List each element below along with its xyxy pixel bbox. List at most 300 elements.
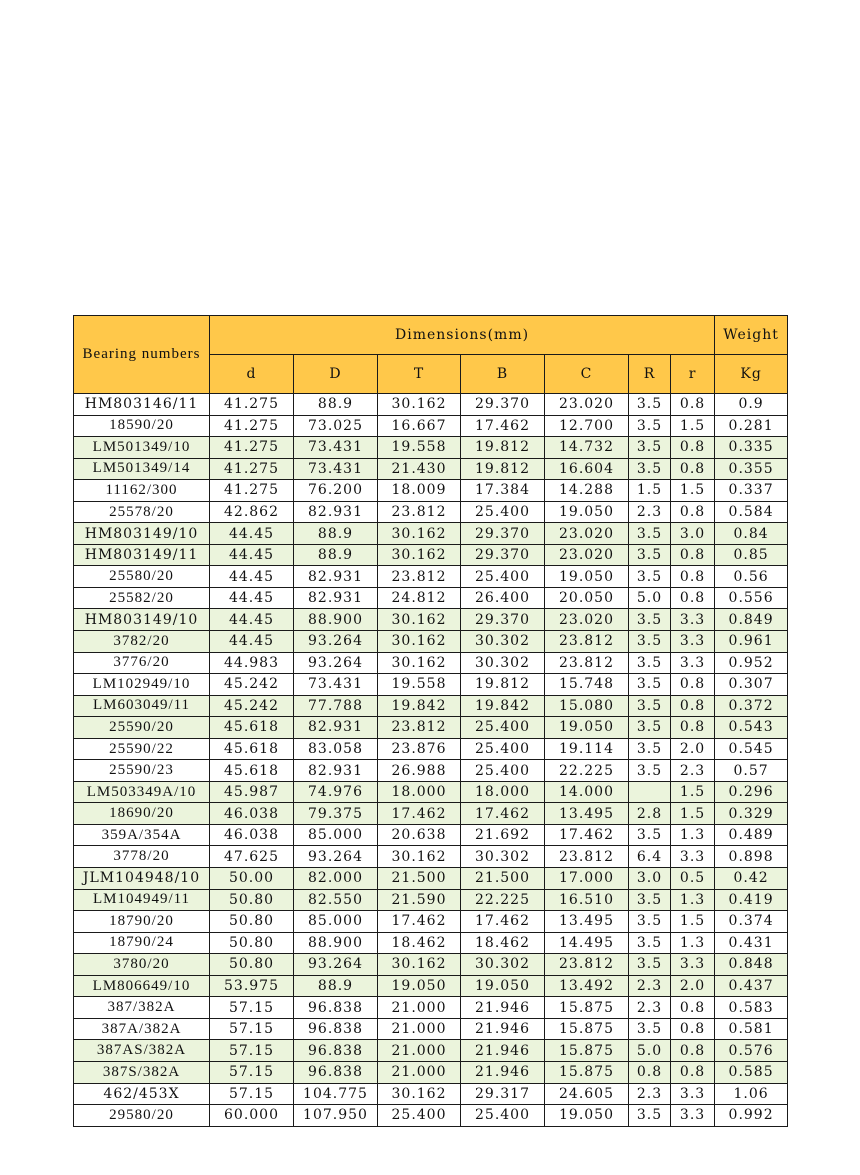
cell-B-width: 19.812 (461, 674, 545, 696)
cell-bearing-number: HM803146/11 (74, 394, 210, 416)
cell-r-radius: 2.3 (671, 760, 715, 782)
cell-r-radius: 2.0 (671, 975, 715, 997)
cell-B-width: 17.384 (461, 480, 545, 502)
cell-C-width: 23.020 (545, 523, 629, 545)
cell-r-radius: 0.8 (671, 1018, 715, 1040)
cell-B-width: 17.462 (461, 803, 545, 825)
cell-bearing-number: LM102949/10 (74, 674, 210, 696)
cell-C-width: 23.020 (545, 544, 629, 566)
cell-d-inner-diameter: 50.80 (210, 889, 294, 911)
cell-weight-kg: 0.57 (715, 760, 788, 782)
cell-bearing-number: 387A/382A (74, 1018, 210, 1040)
table-row (74, 824, 788, 846)
cell-weight-kg: 1.06 (715, 1083, 788, 1105)
cell-d-inner-diameter: 41.275 (210, 437, 294, 459)
cell-C-width: 14.732 (545, 437, 629, 459)
cell-R-radius: 3.5 (629, 415, 671, 437)
cell-B-width: 30.302 (461, 954, 545, 976)
cell-B-width: 21.946 (461, 1040, 545, 1062)
cell-T-width: 21.000 (378, 1040, 461, 1062)
cell-D-outer-diameter: 85.000 (294, 824, 378, 846)
cell-weight-kg: 0.84 (715, 523, 788, 545)
cell-R-radius: 2.3 (629, 997, 671, 1019)
cell-D-outer-diameter: 82.550 (294, 889, 378, 911)
cell-T-width: 19.050 (378, 975, 461, 997)
cell-R-radius (629, 781, 671, 803)
cell-C-width: 15.080 (545, 695, 629, 717)
cell-D-outer-diameter: 96.838 (294, 1061, 378, 1083)
table-row (74, 523, 788, 545)
header-weight-unit: Kg (715, 355, 788, 394)
cell-B-width: 29.317 (461, 1083, 545, 1105)
cell-bearing-number: 359A/354A (74, 824, 210, 846)
cell-R-radius: 3.5 (629, 824, 671, 846)
cell-d-inner-diameter: 50.00 (210, 868, 294, 890)
cell-C-width: 24.605 (545, 1083, 629, 1105)
table-row (74, 394, 788, 416)
cell-R-radius: 5.0 (629, 587, 671, 609)
cell-r-radius: 0.8 (671, 458, 715, 480)
cell-D-outer-diameter: 82.931 (294, 587, 378, 609)
cell-weight-kg: 0.489 (715, 824, 788, 846)
table-row (74, 975, 788, 997)
cell-weight-kg: 0.431 (715, 932, 788, 954)
cell-C-width: 22.225 (545, 760, 629, 782)
table-row (74, 1083, 788, 1105)
cell-r-radius: 3.3 (671, 846, 715, 868)
cell-bearing-number: 25582/20 (74, 587, 210, 609)
cell-r-radius: 3.3 (671, 1105, 715, 1127)
cell-B-width: 18.462 (461, 932, 545, 954)
bearing-spec-table (73, 315, 788, 1127)
cell-r-radius: 0.8 (671, 544, 715, 566)
cell-T-width: 19.558 (378, 674, 461, 696)
cell-r-radius: 1.5 (671, 803, 715, 825)
cell-d-inner-diameter: 46.038 (210, 803, 294, 825)
cell-weight-kg: 0.85 (715, 544, 788, 566)
header-col-d-inner: d (210, 355, 294, 394)
cell-R-radius: 3.5 (629, 1105, 671, 1127)
cell-r-radius: 2.0 (671, 738, 715, 760)
cell-T-width: 16.667 (378, 415, 461, 437)
cell-B-width: 22.225 (461, 889, 545, 911)
cell-d-inner-diameter: 57.15 (210, 1040, 294, 1062)
cell-C-width: 19.050 (545, 501, 629, 523)
cell-d-inner-diameter: 45.242 (210, 674, 294, 696)
cell-C-width: 20.050 (545, 587, 629, 609)
cell-C-width: 15.875 (545, 1061, 629, 1083)
table-row (74, 631, 788, 653)
cell-r-radius: 3.3 (671, 652, 715, 674)
cell-B-width: 21.946 (461, 1018, 545, 1040)
cell-weight-kg: 0.583 (715, 997, 788, 1019)
table-row (74, 932, 788, 954)
table-row (74, 1105, 788, 1127)
cell-D-outer-diameter: 88.9 (294, 975, 378, 997)
cell-T-width: 23.812 (378, 566, 461, 588)
table-header (74, 316, 788, 394)
cell-R-radius: 2.3 (629, 1083, 671, 1105)
cell-weight-kg: 0.374 (715, 911, 788, 933)
cell-D-outer-diameter: 107.950 (294, 1105, 378, 1127)
cell-D-outer-diameter: 88.900 (294, 932, 378, 954)
cell-T-width: 30.162 (378, 631, 461, 653)
cell-B-width: 19.842 (461, 695, 545, 717)
cell-d-inner-diameter: 57.15 (210, 997, 294, 1019)
cell-B-width: 18.000 (461, 781, 545, 803)
cell-R-radius: 3.5 (629, 523, 671, 545)
cell-T-width: 25.400 (378, 1105, 461, 1127)
cell-d-inner-diameter: 50.80 (210, 932, 294, 954)
cell-d-inner-diameter: 45.618 (210, 760, 294, 782)
cell-D-outer-diameter: 93.264 (294, 954, 378, 976)
cell-d-inner-diameter: 42.862 (210, 501, 294, 523)
cell-R-radius: 2.8 (629, 803, 671, 825)
cell-weight-kg: 0.355 (715, 458, 788, 480)
cell-R-radius: 3.5 (629, 437, 671, 459)
table-row (74, 609, 788, 631)
table-row (74, 415, 788, 437)
cell-C-width: 23.020 (545, 609, 629, 631)
cell-C-width: 13.495 (545, 803, 629, 825)
cell-B-width: 26.400 (461, 587, 545, 609)
cell-R-radius: 1.5 (629, 480, 671, 502)
cell-bearing-number: JLM104948/10 (74, 868, 210, 890)
cell-d-inner-diameter: 44.45 (210, 609, 294, 631)
cell-weight-kg: 0.581 (715, 1018, 788, 1040)
cell-d-inner-diameter: 41.275 (210, 480, 294, 502)
cell-R-radius: 3.5 (629, 954, 671, 976)
cell-bearing-number: 387/382A (74, 997, 210, 1019)
cell-D-outer-diameter: 88.900 (294, 609, 378, 631)
table-row (74, 1018, 788, 1040)
cell-D-outer-diameter: 76.200 (294, 480, 378, 502)
cell-C-width: 23.812 (545, 954, 629, 976)
cell-weight-kg: 0.961 (715, 631, 788, 653)
table-row (74, 1040, 788, 1062)
cell-weight-kg: 0.56 (715, 566, 788, 588)
cell-C-width: 23.812 (545, 652, 629, 674)
cell-R-radius: 3.5 (629, 889, 671, 911)
cell-R-radius: 3.5 (629, 911, 671, 933)
cell-r-radius: 1.5 (671, 781, 715, 803)
cell-T-width: 23.812 (378, 717, 461, 739)
cell-T-width: 23.876 (378, 738, 461, 760)
cell-r-radius: 0.8 (671, 394, 715, 416)
cell-B-width: 17.462 (461, 911, 545, 933)
cell-r-radius: 3.3 (671, 631, 715, 653)
cell-bearing-number: 25590/20 (74, 717, 210, 739)
cell-T-width: 30.162 (378, 954, 461, 976)
cell-d-inner-diameter: 50.80 (210, 954, 294, 976)
cell-T-width: 23.812 (378, 501, 461, 523)
cell-bearing-number: 25578/20 (74, 501, 210, 523)
cell-T-width: 30.162 (378, 1083, 461, 1105)
cell-B-width: 29.370 (461, 609, 545, 631)
cell-B-width: 21.692 (461, 824, 545, 846)
cell-d-inner-diameter: 41.275 (210, 394, 294, 416)
cell-bearing-number: 3782/20 (74, 631, 210, 653)
cell-R-radius: 3.5 (629, 394, 671, 416)
cell-B-width: 25.400 (461, 501, 545, 523)
cell-r-radius: 3.3 (671, 1083, 715, 1105)
cell-d-inner-diameter: 45.987 (210, 781, 294, 803)
cell-D-outer-diameter: 93.264 (294, 846, 378, 868)
cell-d-inner-diameter: 57.15 (210, 1018, 294, 1040)
cell-d-inner-diameter: 44.45 (210, 631, 294, 653)
cell-bearing-number: 18690/20 (74, 803, 210, 825)
cell-bearing-number: 29580/20 (74, 1105, 210, 1127)
cell-R-radius: 3.5 (629, 717, 671, 739)
cell-B-width: 17.462 (461, 415, 545, 437)
table-row (74, 544, 788, 566)
cell-d-inner-diameter: 45.618 (210, 717, 294, 739)
cell-B-width: 25.400 (461, 566, 545, 588)
cell-R-radius: 5.0 (629, 1040, 671, 1062)
cell-r-radius: 0.8 (671, 437, 715, 459)
cell-D-outer-diameter: 96.838 (294, 1040, 378, 1062)
cell-B-width: 25.400 (461, 717, 545, 739)
cell-D-outer-diameter: 83.058 (294, 738, 378, 760)
cell-T-width: 17.462 (378, 803, 461, 825)
cell-T-width: 26.988 (378, 760, 461, 782)
cell-r-radius: 0.8 (671, 717, 715, 739)
cell-weight-kg: 0.584 (715, 501, 788, 523)
cell-D-outer-diameter: 88.9 (294, 394, 378, 416)
table-row (74, 889, 788, 911)
cell-bearing-number: HM803149/10 (74, 609, 210, 631)
cell-weight-kg: 0.42 (715, 868, 788, 890)
cell-C-width: 17.462 (545, 824, 629, 846)
cell-C-width: 15.875 (545, 1018, 629, 1040)
cell-weight-kg: 0.329 (715, 803, 788, 825)
cell-r-radius: 0.8 (671, 997, 715, 1019)
table-row (74, 674, 788, 696)
table-row (74, 652, 788, 674)
cell-R-radius: 2.3 (629, 501, 671, 523)
cell-bearing-number: 18790/24 (74, 932, 210, 954)
cell-D-outer-diameter: 96.838 (294, 997, 378, 1019)
header-weight: Weight (715, 316, 788, 355)
cell-d-inner-diameter: 44.45 (210, 587, 294, 609)
cell-T-width: 30.162 (378, 652, 461, 674)
table-row (74, 803, 788, 825)
cell-T-width: 21.500 (378, 868, 461, 890)
cell-weight-kg: 0.296 (715, 781, 788, 803)
cell-D-outer-diameter: 77.788 (294, 695, 378, 717)
cell-weight-kg: 0.437 (715, 975, 788, 997)
cell-B-width: 25.400 (461, 760, 545, 782)
header-col-D-outer: D (294, 355, 378, 394)
cell-d-inner-diameter: 53.975 (210, 975, 294, 997)
cell-C-width: 13.492 (545, 975, 629, 997)
cell-weight-kg: 0.952 (715, 652, 788, 674)
cell-C-width: 14.495 (545, 932, 629, 954)
table-row (74, 846, 788, 868)
cell-D-outer-diameter: 85.000 (294, 911, 378, 933)
table-row (74, 717, 788, 739)
cell-weight-kg: 0.543 (715, 717, 788, 739)
cell-R-radius: 3.5 (629, 609, 671, 631)
cell-bearing-number: HM803149/11 (74, 544, 210, 566)
cell-weight-kg: 0.335 (715, 437, 788, 459)
cell-bearing-number: LM104949/11 (74, 889, 210, 911)
cell-r-radius: 3.0 (671, 523, 715, 545)
table-row (74, 1061, 788, 1083)
cell-d-inner-diameter: 44.983 (210, 652, 294, 674)
cell-bearing-number: 18790/20 (74, 911, 210, 933)
cell-d-inner-diameter: 60.000 (210, 1105, 294, 1127)
cell-R-radius: 3.5 (629, 458, 671, 480)
cell-R-radius: 3.5 (629, 631, 671, 653)
table-row (74, 954, 788, 976)
cell-C-width: 19.050 (545, 717, 629, 739)
cell-T-width: 21.000 (378, 1061, 461, 1083)
cell-T-width: 30.162 (378, 394, 461, 416)
cell-r-radius: 3.3 (671, 954, 715, 976)
table-row (74, 437, 788, 459)
cell-D-outer-diameter: 73.431 (294, 458, 378, 480)
cell-d-inner-diameter: 44.45 (210, 523, 294, 545)
cell-C-width: 14.288 (545, 480, 629, 502)
cell-weight-kg: 0.848 (715, 954, 788, 976)
cell-r-radius: 0.8 (671, 566, 715, 588)
cell-C-width: 15.875 (545, 1040, 629, 1062)
cell-C-width: 13.495 (545, 911, 629, 933)
cell-C-width: 19.050 (545, 1105, 629, 1127)
cell-weight-kg: 0.545 (715, 738, 788, 760)
cell-T-width: 19.558 (378, 437, 461, 459)
cell-C-width: 15.748 (545, 674, 629, 696)
cell-T-width: 18.462 (378, 932, 461, 954)
cell-B-width: 19.050 (461, 975, 545, 997)
cell-T-width: 24.812 (378, 587, 461, 609)
header-bearing-numbers: Bearing numbers (74, 316, 210, 394)
cell-d-inner-diameter: 45.618 (210, 738, 294, 760)
cell-r-radius: 0.8 (671, 1040, 715, 1062)
cell-C-width: 19.114 (545, 738, 629, 760)
cell-r-radius: 1.3 (671, 889, 715, 911)
cell-R-radius: 3.5 (629, 932, 671, 954)
cell-D-outer-diameter: 88.9 (294, 523, 378, 545)
cell-d-inner-diameter: 46.038 (210, 824, 294, 846)
cell-R-radius: 0.8 (629, 1061, 671, 1083)
header-col-C: C (545, 355, 629, 394)
cell-D-outer-diameter: 93.264 (294, 631, 378, 653)
cell-bearing-number: HM803149/10 (74, 523, 210, 545)
cell-R-radius: 6.4 (629, 846, 671, 868)
cell-bearing-number: 25590/22 (74, 738, 210, 760)
cell-D-outer-diameter: 82.931 (294, 717, 378, 739)
cell-r-radius: 1.3 (671, 932, 715, 954)
cell-D-outer-diameter: 93.264 (294, 652, 378, 674)
cell-d-inner-diameter: 45.242 (210, 695, 294, 717)
cell-T-width: 21.000 (378, 997, 461, 1019)
cell-bearing-number: 387AS/382A (74, 1040, 210, 1062)
table-row (74, 566, 788, 588)
cell-weight-kg: 0.372 (715, 695, 788, 717)
cell-C-width: 16.604 (545, 458, 629, 480)
cell-r-radius: 1.5 (671, 480, 715, 502)
cell-bearing-number: 3776/20 (74, 652, 210, 674)
cell-weight-kg: 0.576 (715, 1040, 788, 1062)
cell-C-width: 12.700 (545, 415, 629, 437)
cell-r-radius: 0.8 (671, 501, 715, 523)
cell-bearing-number: LM603049/11 (74, 695, 210, 717)
cell-C-width: 23.812 (545, 631, 629, 653)
cell-bearing-number: 18590/20 (74, 415, 210, 437)
cell-C-width: 19.050 (545, 566, 629, 588)
cell-D-outer-diameter: 73.431 (294, 437, 378, 459)
cell-B-width: 21.946 (461, 997, 545, 1019)
cell-B-width: 19.812 (461, 458, 545, 480)
table-row (74, 997, 788, 1019)
cell-R-radius: 3.5 (629, 566, 671, 588)
cell-d-inner-diameter: 57.15 (210, 1061, 294, 1083)
cell-R-radius: 2.3 (629, 975, 671, 997)
cell-d-inner-diameter: 47.625 (210, 846, 294, 868)
table-row (74, 868, 788, 890)
header-col-R: R (629, 355, 671, 394)
cell-R-radius: 3.5 (629, 1018, 671, 1040)
cell-weight-kg: 0.849 (715, 609, 788, 631)
cell-r-radius: 0.8 (671, 674, 715, 696)
cell-bearing-number: 3778/20 (74, 846, 210, 868)
cell-B-width: 29.370 (461, 544, 545, 566)
cell-weight-kg: 0.337 (715, 480, 788, 502)
cell-D-outer-diameter: 74.976 (294, 781, 378, 803)
cell-D-outer-diameter: 104.775 (294, 1083, 378, 1105)
cell-B-width: 21.500 (461, 868, 545, 890)
cell-D-outer-diameter: 82.931 (294, 501, 378, 523)
header-dimensions: Dimensions(mm) (210, 316, 715, 355)
cell-bearing-number: 25580/20 (74, 566, 210, 588)
cell-R-radius: 3.5 (629, 544, 671, 566)
cell-D-outer-diameter: 82.000 (294, 868, 378, 890)
cell-r-radius: 1.3 (671, 824, 715, 846)
cell-T-width: 30.162 (378, 523, 461, 545)
table-row (74, 480, 788, 502)
cell-B-width: 30.302 (461, 846, 545, 868)
cell-R-radius: 3.5 (629, 738, 671, 760)
cell-weight-kg: 0.898 (715, 846, 788, 868)
cell-T-width: 18.000 (378, 781, 461, 803)
cell-T-width: 20.638 (378, 824, 461, 846)
cell-C-width: 23.020 (545, 394, 629, 416)
cell-d-inner-diameter: 57.15 (210, 1083, 294, 1105)
header-col-B: B (461, 355, 545, 394)
cell-D-outer-diameter: 82.931 (294, 566, 378, 588)
cell-C-width: 16.510 (545, 889, 629, 911)
cell-R-radius: 3.5 (629, 674, 671, 696)
cell-bearing-number: 387S/382A (74, 1061, 210, 1083)
cell-bearing-number: LM806649/10 (74, 975, 210, 997)
cell-T-width: 17.462 (378, 911, 461, 933)
cell-weight-kg: 0.556 (715, 587, 788, 609)
cell-weight-kg: 0.585 (715, 1061, 788, 1083)
cell-weight-kg: 0.992 (715, 1105, 788, 1127)
table-row (74, 911, 788, 933)
cell-D-outer-diameter: 73.431 (294, 674, 378, 696)
cell-T-width: 21.590 (378, 889, 461, 911)
cell-bearing-number: 3780/20 (74, 954, 210, 976)
cell-d-inner-diameter: 50.80 (210, 911, 294, 933)
table-row (74, 501, 788, 523)
cell-D-outer-diameter: 79.375 (294, 803, 378, 825)
cell-B-width: 29.370 (461, 394, 545, 416)
cell-d-inner-diameter: 44.45 (210, 566, 294, 588)
cell-weight-kg: 0.281 (715, 415, 788, 437)
